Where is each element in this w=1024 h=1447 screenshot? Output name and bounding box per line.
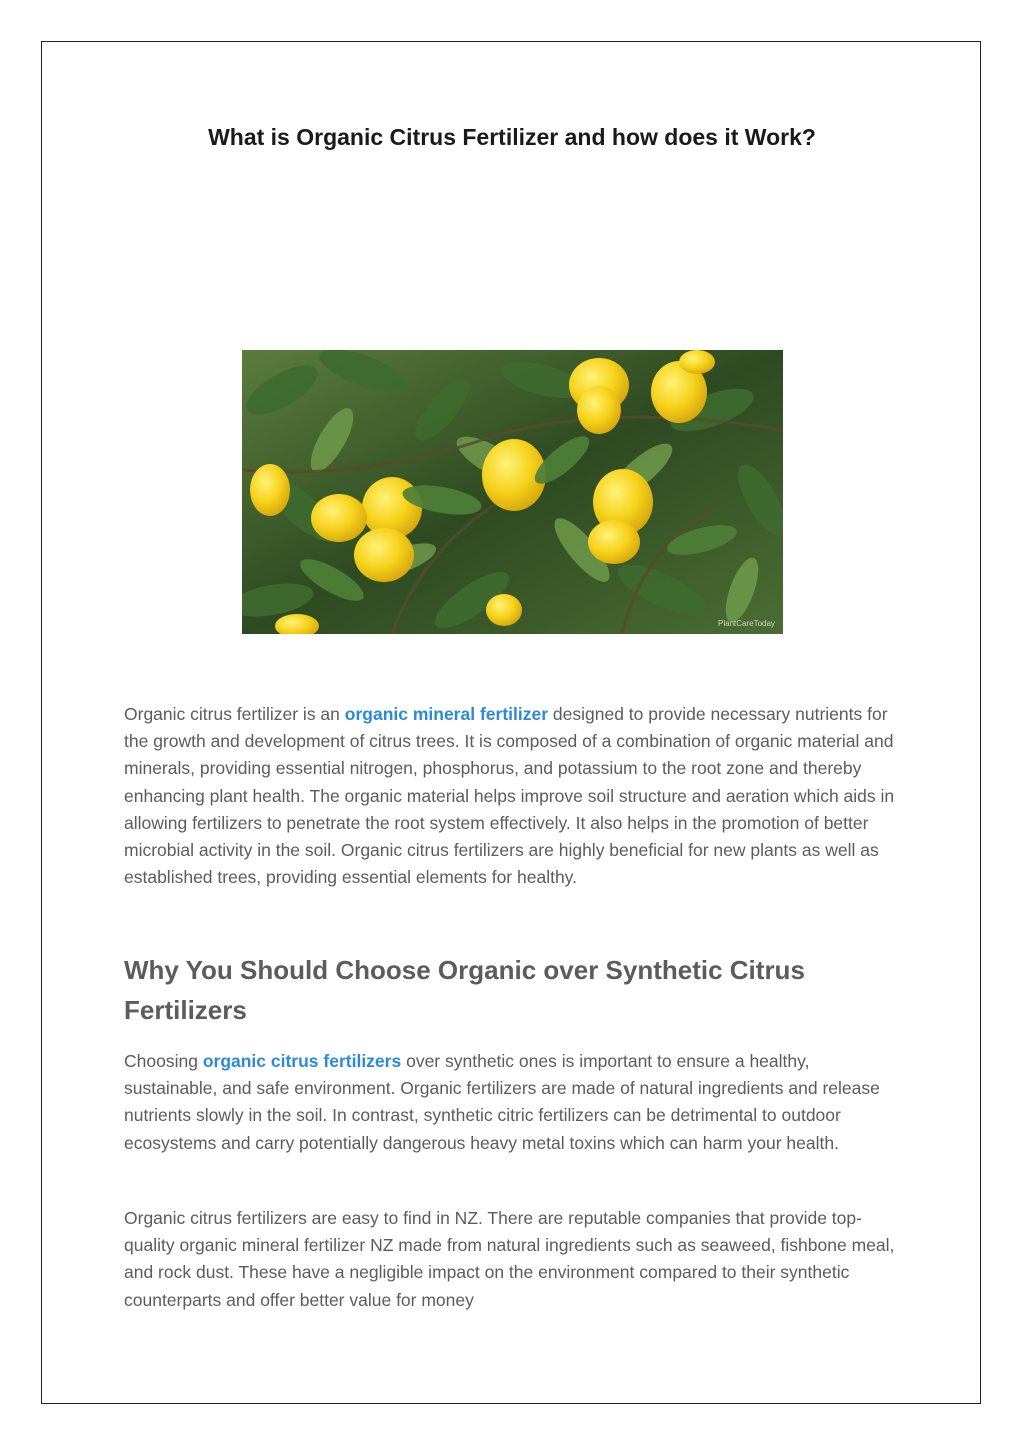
intro-paragraph bbox=[124, 701, 904, 891]
organic-mineral-fertilizer-link[interactable]: organic mineral fertilizer bbox=[344, 704, 549, 724]
choosing-text-start: Choosing bbox=[124, 1051, 203, 1071]
nz-paragraph: Organic citrus fertilizers are easy to find in NZ. There are reputable companies that provide top-quality organic mineral fertilizer NZ made from natural ingredients such as seaweed, fishbone meal, and rock dust. These have a negligible impact on the environment compared to their synthetic counterparts and offer better value for money bbox=[124, 1208, 895, 1310]
intro-text-start: Organic citrus fertilizer is an bbox=[124, 704, 345, 724]
choosing-text-rest: over synthetic ones is important to ensure a healthy, sustainable, and safe environment. Organic fertilizers are made of natural ingredients and release nutrients slowly in the soil. In contrast, synthetic citric fertilizers can be detrimental to outdoor ecosystems and carry potentially dangerous heavy metal toxins which can harm your health. bbox=[124, 1051, 880, 1153]
section-heading: Why You Should Choose Organic over Synthetic Citrus Fertilizers bbox=[124, 955, 805, 1025]
intro-text-rest: designed to provide necessary nutrients for the growth and development of citrus trees. It is composed of a combination of organic material and minerals, providing essential nitrogen, phosphorus, and potassium to the root zone and thereby enhancing plant health. The organic material helps improve soil structure and aeration which aids in allowing fertilizers to penetrate the root system effectively. It also helps in the promotion of better microbial activity in the soil. Organic citrus fertilizers are highly beneficial for new plants as well as established trees, providing essential elements for healthy. bbox=[124, 704, 895, 888]
choosing-paragraph bbox=[124, 1048, 904, 1157]
page-title: What is Organic Citrus Fertilizer and how does it Work? bbox=[208, 124, 816, 150]
organic-citrus-fertilizers-link[interactable]: organic citrus fertilizers bbox=[202, 1051, 402, 1071]
lemon-tree-illustration bbox=[242, 350, 783, 634]
image-watermark: PlantCareToday bbox=[718, 619, 775, 628]
lemon-tree-image bbox=[242, 350, 783, 634]
